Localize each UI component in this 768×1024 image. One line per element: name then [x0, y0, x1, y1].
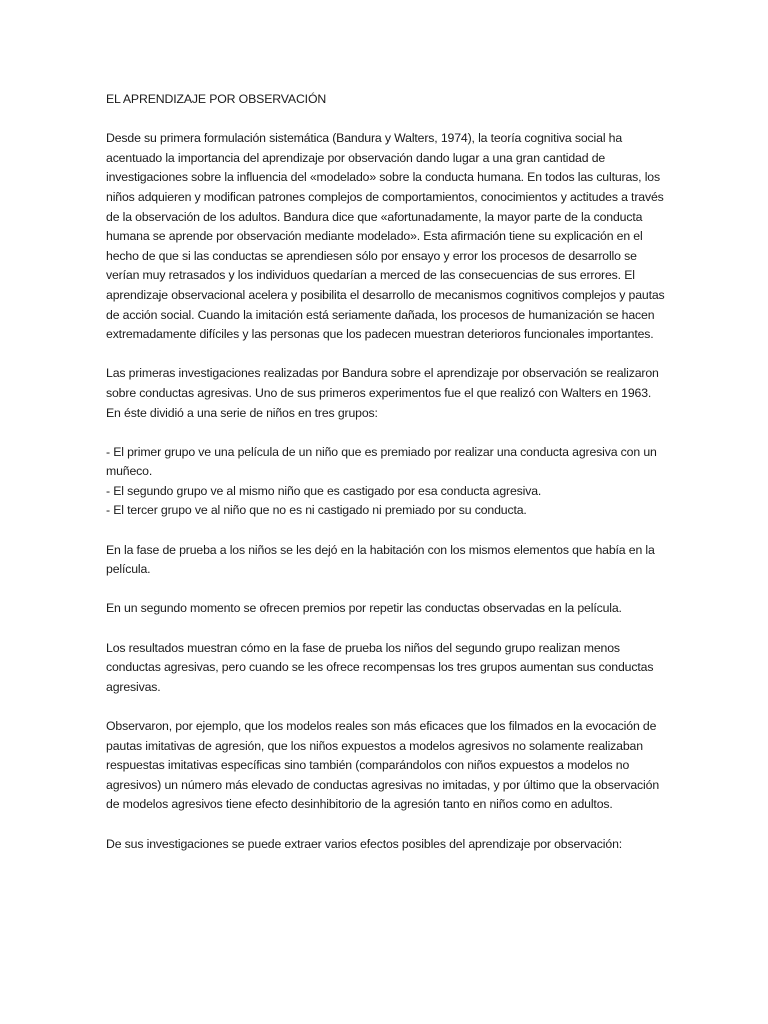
paragraph-second-moment: En un segundo momento se ofrecen premios por repetir las conductas observadas en la película. — [106, 601, 622, 616]
list-item-group-3: - El tercer grupo ve al niño que no es ni castigado ni premiado por su conducta. — [106, 503, 527, 518]
list-item-group-1: - El primer grupo ve una película de un niño que es premiado por realizar una conducta agresiva con un muñeco. — [106, 444, 657, 479]
paragraph-intro: Desde su primera formulación sistemática (Bandura y Walters, 1974), la teoría cognitiva social ha acentuado la importancia del aprendizaje por observación dando lugar a una gran cantidad de investigaciones sobre la influencia del «modelado» sobre la conducta humana. En todos las culturas, los niños adquieren y modifican patrones complejos de comportamientos, conocimientos y actitudes a través de la observación de los adultos. Bandura dice que «afortunadamente, la mayor parte de la conducta humana se aprende por observación mediante modelado». Esta afirmación tiene su explicación en el hecho de que si las conductas se aprendiesen sólo por ensayo y error los procesos de desarrollo se verían muy retrasados y los individuos quedarían a merced de las consecuencias de sus errores. El aprendizaje observacional acelera y posibilita el desarrollo de mecanismos cognitivos complejos y pautas de acción social. Cuando la imitación está seriamente dañada, los procesos de humanización se hacen extremadamente difíciles y las personas que los padecen muestran deterioros funcionales importantes. — [106, 131, 665, 342]
group-list — [106, 443, 666, 521]
paragraph-effects-intro: De sus investigaciones se puede extraer varios efectos posibles del aprendizaje por observación: — [106, 836, 623, 851]
paragraph-results: Los resultados muestran cómo en la fase de prueba los niños del segundo grupo realizan menos conductas agresivas, pero cuando se les ofrece recompensas los tres grupos aumentan sus conductas agresivas. — [106, 640, 654, 694]
document-body — [106, 90, 666, 874]
list-item-group-2: - El segundo grupo ve al mismo niño que es castigado por esa conducta agresiva. — [106, 483, 542, 498]
paragraph-test-phase: En la fase de prueba a los niños se les dejó en la habitación con los mismos elementos que había en la película. — [106, 542, 655, 577]
paragraph-observations: Observaron, por ejemplo, que los modelos reales son más eficaces que los filmados en la evocación de pautas imitativas de agresión, que los niños expuestos a modelos agresivos no solamente realizaban respuestas imitativas específicas sino también (comparándolos con niños expuestos a modelos no agresivos) un número más elevado de conductas agresivas no imitadas, y por último que la observación de modelos agresivos tiene efecto desinhibitorio de la agresión tanto en niños como en adultos. — [106, 719, 660, 812]
document-title: EL APRENDIZAJE POR OBSERVACIÓN — [106, 92, 327, 106]
paragraph-experiments: Las primeras investigaciones realizadas por Bandura sobre el aprendizaje por observación se realizaron sobre conductas agresivas. Uno de sus primeros experimentos fue el que realizó con Walters en 1963. En éste dividió a una serie de niños en tres grupos: — [106, 366, 659, 420]
